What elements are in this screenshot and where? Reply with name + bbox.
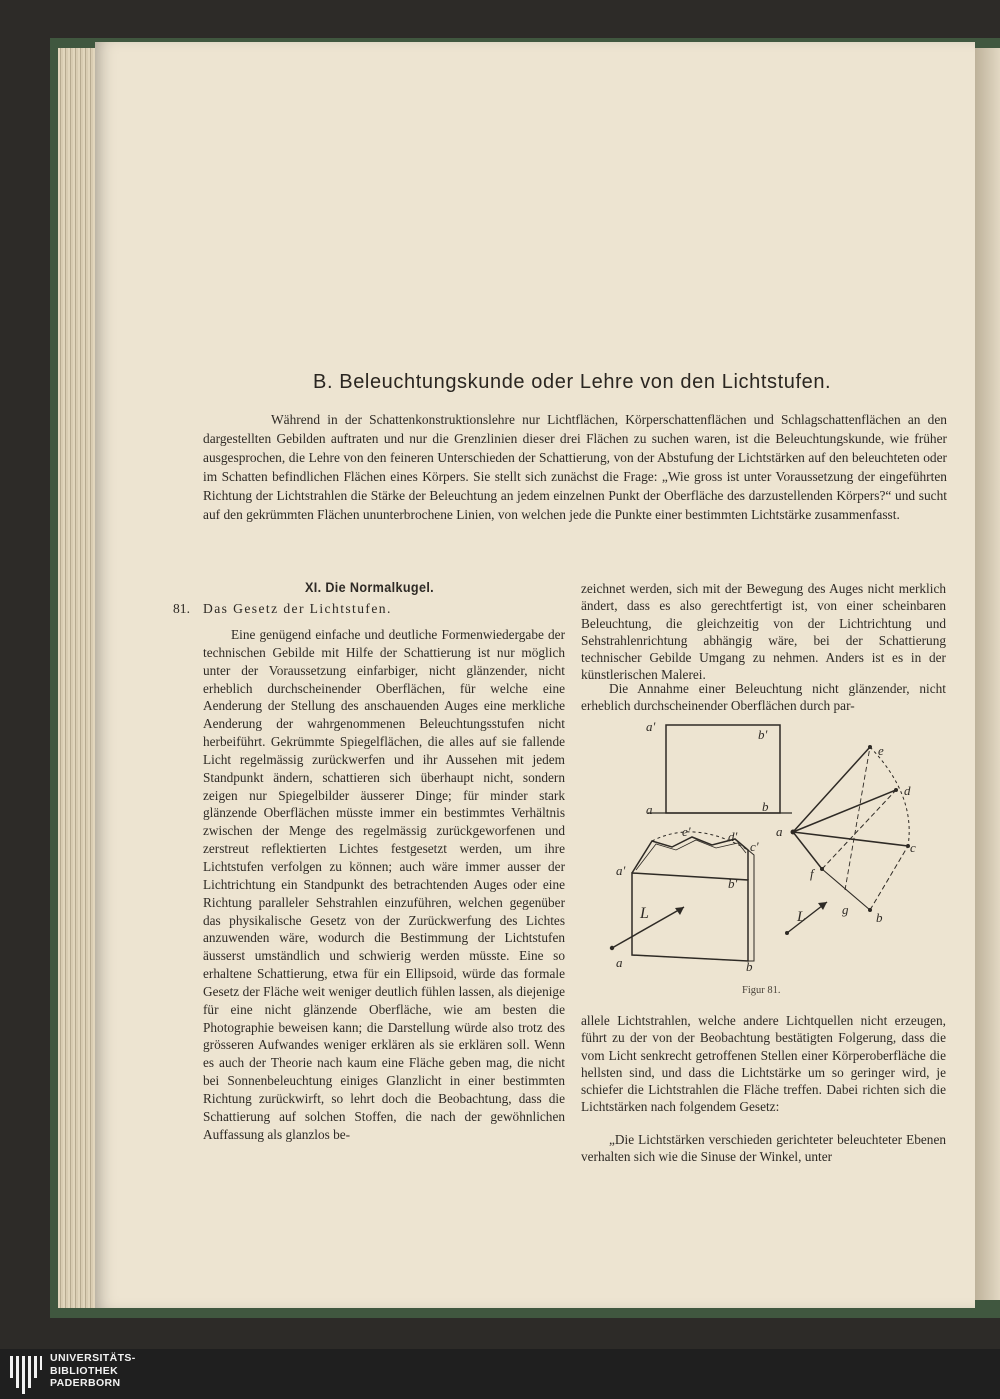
figure-label: d <box>904 783 911 798</box>
figure-label: c <box>910 840 916 855</box>
figure-label: b' <box>728 876 738 891</box>
figure-caption: Figur 81. <box>742 985 781 996</box>
figure-label: L <box>797 909 806 925</box>
library-footer-bar <box>0 1349 1000 1399</box>
right-column-text-bottom: allele Lichtstrahlen, welche andere Lichtquellen nicht erzeugen, führt zu der von der Beobachtung bestätigten Folgerung, dass die vom Licht senkrecht getroffenen Stellen einer Körperoberfläche die hellsten sind, und dass die Lichtstärke um so geringer wird, je schiefer die Lichtstrahlen die Fläche treffen. Dabei richten sich die Lichtstärken nach folgendem Gesetz: <box>581 1013 946 1115</box>
library-logo-icon <box>8 1352 44 1396</box>
figure-line-af <box>793 832 822 869</box>
figure-line-ad <box>793 790 896 832</box>
facing-page-edge <box>972 48 1000 1300</box>
figure-label: a <box>616 955 623 970</box>
figure-81 <box>600 715 940 980</box>
figure-label: d' <box>728 829 738 844</box>
figure-line-ae <box>793 747 870 832</box>
figure-label: b' <box>758 727 768 742</box>
section-title: XI. Die Normalkugel. <box>305 579 435 595</box>
figure-label: g <box>842 902 849 917</box>
left-column-text: Eine genügend einfache und deutliche Formenwiedergabe der technischen Gebilde mit Hilfe der Schattierung ist nur möglich unter der Voraussetzung einfarbiger, nicht glänzender, nicht erheblich durchscheinender Oberflächen, für welche eine Aenderung der Stellung des anschauenden Auges eine merkliche Aenderung der wahrgenommenen Beleuchtungsstufen nicht herbeiführt. Gekrümmte Spiegelflächen, die alles auf sie fallende Licht regelmässig zurückwerfen und ihr Aussehen mit jedem Standpunkt ändern, schattieren sich überhaupt nicht, sondern zeigen nur Spiegelbilder äusserer Dinge; für minder stark glänzende Oberflächen müsste immer ein bestimmtes Verhältnis zwischen der Menge des regelmässig zurückgeworfenen und zerstreut reflektierten Lichtes festgesetzt werden, um ihre Lichtstufen verfolgen zu können; auch wäre immer ausser der Lichtrichtung ein Standpunkt des betrachtenden Auges oder eine Richtung paralleler Sehstrahlen einzuführen, welchen gegenüber das physikalische Gesetz von der Zurückwerfung des Lichtes anzuwenden wäre, wodurch die Bestimmung der Lichtstufen äusserst umständlich und schwierig werden müsste. Eine so erhaltene Schattierung, etwa für ein Ellipsoid, würde das formale Gesetz der Fläche weit weniger deutlich fühlen lassen, als diejenige für eine nicht glänzende Oberfläche, wie am besten die Photographie beweisen kann; die Darstellung würde also trotz des grösseren Aufwandes weniger erklären als sie erklären soll. Wenn es auch der Theorie nach kaum eine Fläche geben mag, die nicht bei Sonnenbeleuchtung einiges Glanzlicht in einer bestimmten Richtung zurückwirft, so lehrt doch die Beobachtung, dass die Schattierung auf solchen Stoffen, die nach der gewöhnlichen Auffassung als glanzlos be- <box>203 627 565 1142</box>
chapter-heading: B. Beleuchtungskunde oder Lehre von den Lichtstufen. <box>313 371 832 393</box>
paragraph-title: Das Gesetz der Lichtstufen. <box>203 601 392 616</box>
right-column-text-top-2: Die Annahme einer Beleuchtung nicht glänzender, nicht erheblich durchscheinender Oberflächen durch par- <box>581 681 946 714</box>
figure-label: e <box>878 743 884 758</box>
figure-label: L <box>640 905 649 922</box>
paragraph-number: 81. <box>173 601 190 616</box>
figure-label: f <box>810 866 814 881</box>
figure-label: b <box>746 959 753 974</box>
figure-label: c' <box>750 839 759 854</box>
figure-label: a' <box>646 719 656 734</box>
figure-label: a <box>776 824 783 839</box>
figure-label: b <box>762 799 769 814</box>
figure-label: a <box>646 802 653 817</box>
library-name-line-1: UNIVERSITÄTS- <box>50 1352 136 1364</box>
right-column-text-top: zeichnet werden, sich mit der Bewegung des Auges nicht merklich ändert, dass es also gerechtfertigt ist, von einer scheinbaren Beleuchtung, die gleichzeitig von der Lichtrichtung und Sehstrahlenrichtung abhängig wäre, bei der Schattierung technischer Gebilde Umgang zu nehmen. Anders ist es in der künstlerischen Malerei. <box>581 581 946 683</box>
library-name-line-2: BIBLIOTHEK <box>50 1364 119 1377</box>
right-column-text-bottom-2: „Die Lichtstärken verschieden gerichteter beleuchteter Ebenen verhalten sich wie die Sinuse der Winkel, unter <box>581 1132 946 1165</box>
page-edges <box>58 48 98 1308</box>
library-name-line-3: PADERBORN <box>50 1377 121 1390</box>
library-logo-text <box>50 1352 136 1390</box>
intro-paragraph: Während in der Schattenkonstruktionslehre nur Lichtflächen, Körperschattenflächen und Schlagschattenflächen an den dargestellten Gebilden auftraten und nur die Grenzlinien dieser drei Flächen zu suchen waren, ist die Beleuchtungskunde, wie früher ausgesprochen, die Lehre von den feineren Unterschieden der Schattierung, von der Abstufung der Lichtstärken auf den beleuchteten oder im Schatten befindlichen Flächen eines Körpers. Sie stellt sich zunächst die Frage: „Wie gross ist unter Voraussetzung der eingeführten Richtung der Lichtstrahlen die Stärke der Beleuchtung an jedem einzelnen Punkt der Oberfläche des darzustellenden Körpers?“ und sucht auf den gekrümmten Flächen ununterbrochene Linien, von welchen jede die Punkte einer bestimmten Lichtstärke zusammenfasst. <box>203 412 947 523</box>
figure-label: e' <box>682 824 691 839</box>
figure-label: a' <box>616 863 626 878</box>
figure-label: b <box>876 910 883 925</box>
